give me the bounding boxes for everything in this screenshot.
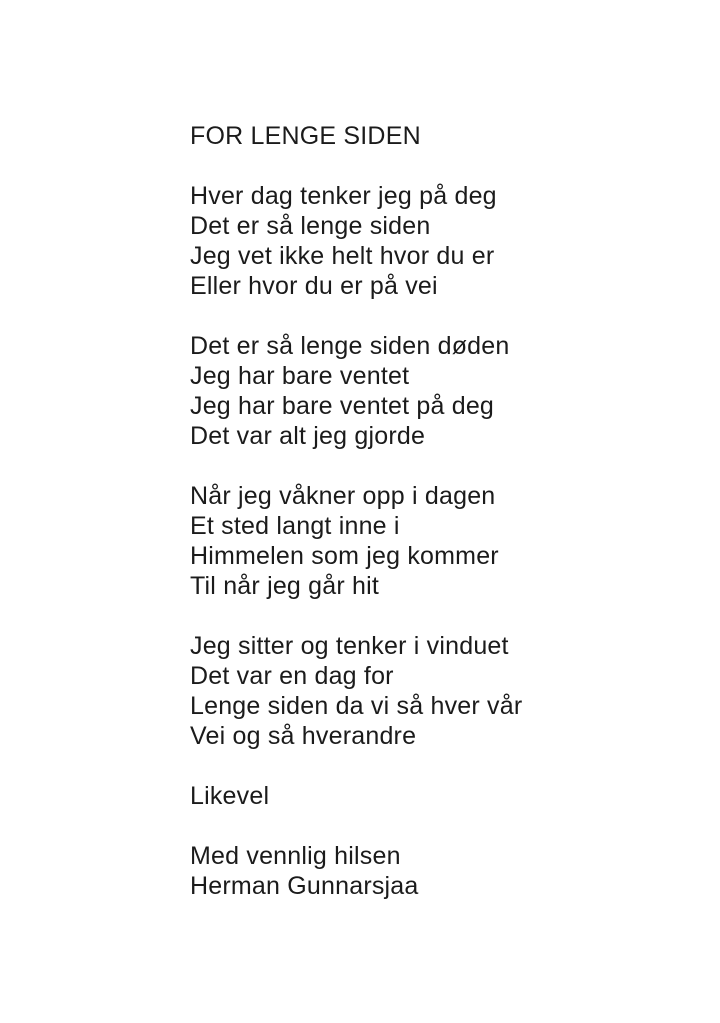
poem-title: FOR LENGE SIDEN — [190, 122, 421, 150]
poem-line: Til når jeg går hit — [190, 572, 380, 600]
poem-line: Det var en dag for — [190, 662, 394, 690]
poem-stanza-2 — [190, 331, 522, 451]
poem-line: Hver dag tenker jeg på deg — [190, 182, 497, 210]
poem-line: Det er så lenge siden døden — [190, 332, 510, 360]
poem-line: Likevel — [190, 782, 270, 810]
poem-line: Eller hvor du er på vei — [190, 272, 438, 300]
poem-line: Jeg sitter og tenker i vinduet — [190, 632, 509, 660]
poem-line: Det var alt jeg gjorde — [190, 422, 426, 450]
poem-stanza-4 — [190, 631, 522, 751]
poem-line: Jeg har bare ventet på deg — [190, 392, 495, 420]
poem-line: Vei og så hverandre — [190, 722, 417, 750]
poem-stanza-1 — [190, 181, 522, 301]
poem-line: Når jeg våkner opp i dagen — [190, 482, 496, 510]
poem-line: Det er så lenge siden — [190, 212, 431, 240]
poem-stanza-3 — [190, 481, 522, 601]
poem-line: Jeg vet ikke helt hvor du er — [190, 242, 495, 270]
poem-line: Lenge siden da vi så hver vår — [190, 692, 523, 720]
poem-line: Et sted langt inne i — [190, 512, 400, 540]
poem-line: Himmelen som jeg kommer — [190, 542, 499, 570]
poem-content — [190, 121, 522, 901]
poem-line: Jeg har bare ventet — [190, 362, 410, 390]
poem-stanza-5 — [190, 781, 522, 811]
signoff-greeting: Med vennlig hilsen — [190, 842, 401, 870]
signoff-author: Herman Gunnarsjaa — [190, 872, 419, 900]
poem-signoff — [190, 841, 522, 901]
